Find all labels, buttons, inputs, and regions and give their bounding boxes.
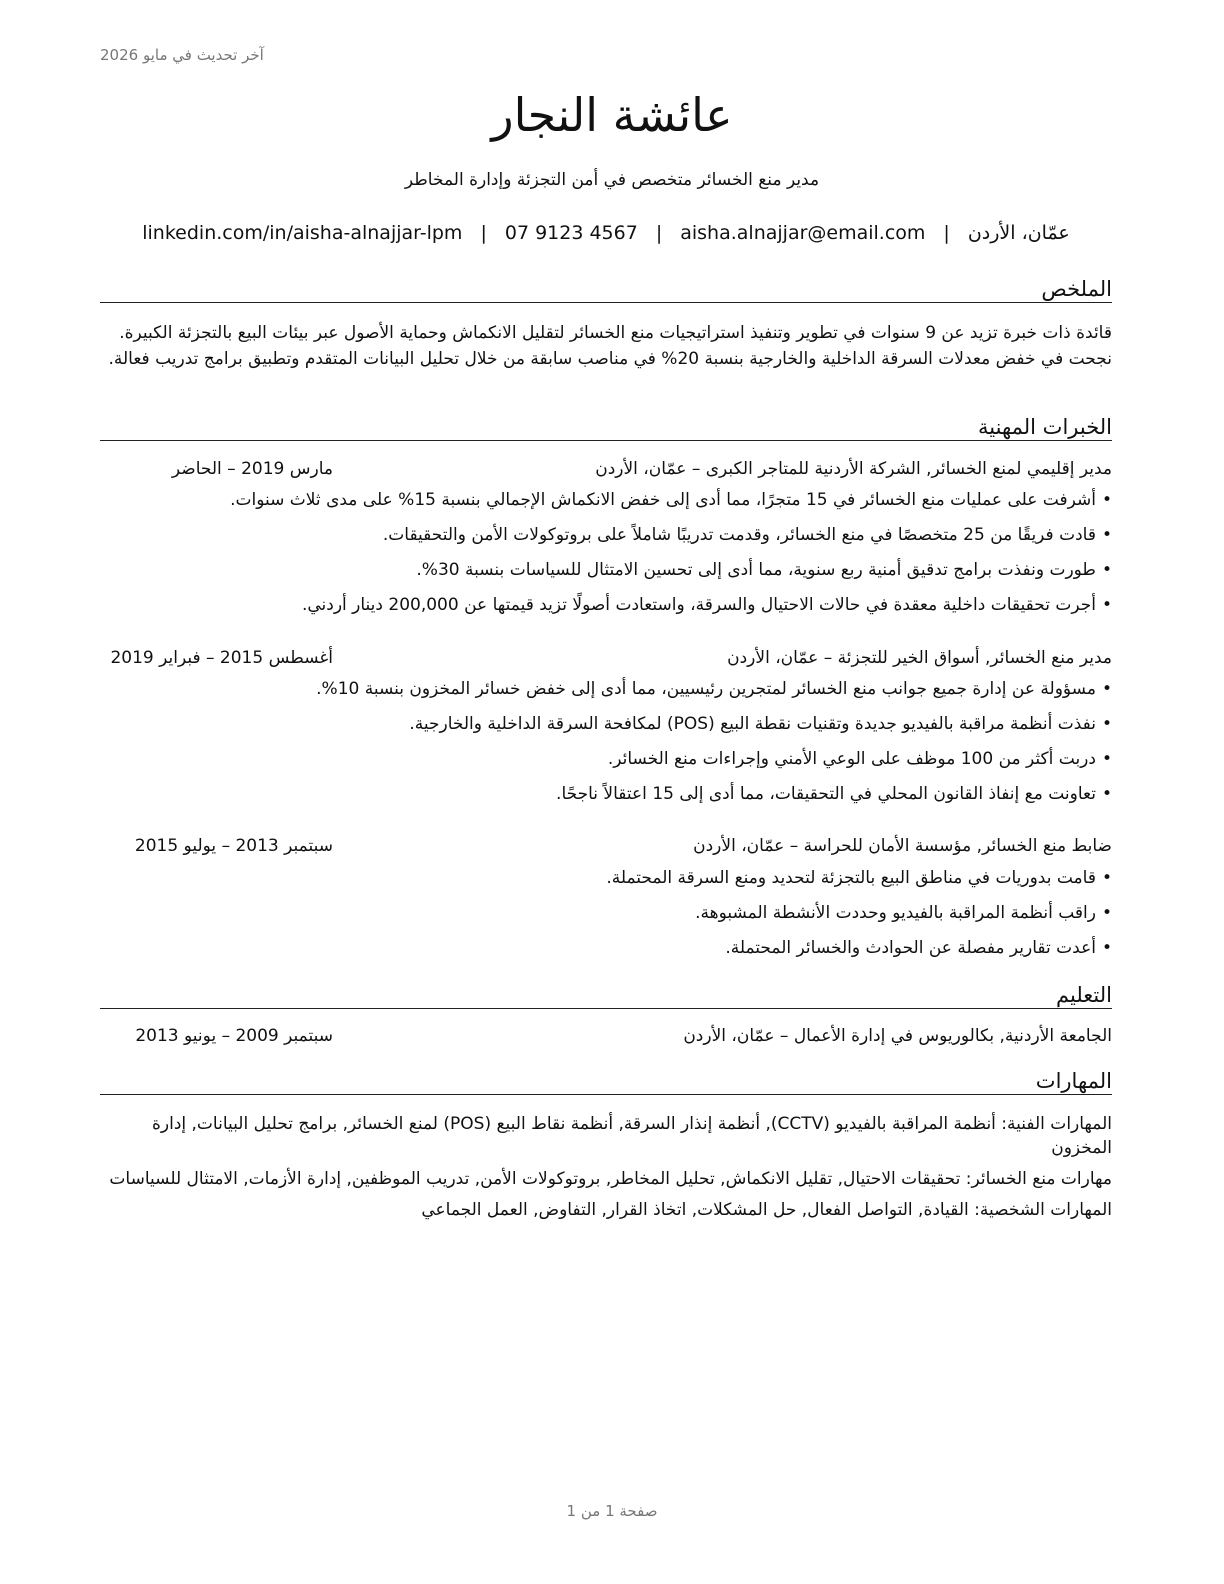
summary-heading: الملخص	[100, 277, 1112, 303]
list-item: •دربت أكثر من 100 موظف على الوعي الأمني وإجراءات منع الخسائر.	[607, 749, 1112, 769]
bullet-icon: •	[1101, 490, 1112, 510]
skills-loss-prevention: مهارات منع الخسائر: تحقيقات الاحتيال, تقليل الانكماش, تحليل المخاطر, بروتوكولات الأمن, تدريب الموظفين, إدارة الأزمات, الامتثال للسياسات	[109, 1169, 1112, 1189]
skills-soft: المهارات الشخصية: القيادة, التواصل الفعال, حل المشكلات, اتخاذ القرار, التفاوض, العمل الجماعي	[421, 1200, 1112, 1220]
list-item: •أعدت تقارير مفصلة عن الحوادث والخسائر المحتملة.	[725, 938, 1112, 958]
page-number: صفحة 1 من 1	[566, 1502, 658, 1520]
contact-location: عمّان، الأردن	[967, 222, 1070, 244]
bullet-icon: •	[1101, 560, 1112, 580]
list-item: •قامت بدوريات في مناطق البيع بالتجزئة لتحديد ومنع السرقة المحتملة.	[606, 868, 1112, 888]
bullet-icon: •	[1101, 784, 1112, 804]
job-dates: سبتمبر 2013 – يوليو 2015	[134, 836, 333, 856]
last-updated-note: آخر تحديث في مايو 2026	[100, 46, 264, 64]
bullet-icon: •	[1101, 525, 1112, 545]
contact-email[interactable]: aisha.alnajjar@email.com	[680, 222, 926, 244]
candidate-title: مدير منع الخسائر متخصص في أمن التجزئة وإدارة المخاطر	[404, 170, 820, 190]
contact-line	[100, 222, 1112, 244]
list-item: •راقب أنظمة المراقبة بالفيديو وحددت الأنشطة المشبوهة.	[695, 903, 1112, 923]
job-bullets	[100, 676, 1112, 816]
summary-text: قائدة ذات خبرة تزيد عن 9 سنوات في تطوير وتنفيذ استراتيجيات منع الخسائر لتقليل الانكماش وحماية الأصول عبر بيئات البيع بالتجزئة الكبيرة. نجحت في خفض معدلات السرقة الداخلية والخارجية بنسبة 20% في مناصب سابقة من خلال تحليل البيانات المتقدم وتطبيق برامج تدريب فعالة.	[108, 323, 1112, 369]
skills-heading: المهارات	[100, 1069, 1112, 1095]
list-item: •طورت ونفذت برامج تدقيق أمنية ربع سنوية، مما أدى إلى تحسين الامتثال للسياسات بنسبة 30%.	[416, 560, 1112, 580]
contact-separator: |	[480, 222, 487, 244]
bullet-icon: •	[1101, 903, 1112, 923]
list-item: •أشرفت على عمليات منع الخسائر في 15 متجرًا، مما أدى إلى خفض الانكماش الإجمالي بنسبة 15% على مدى ثلاث سنوات.	[230, 490, 1112, 510]
bullet-icon: •	[1101, 938, 1112, 958]
bullet-icon: •	[1101, 868, 1112, 888]
education-dates: سبتمبر 2009 – يونيو 2013	[135, 1026, 333, 1046]
candidate-name: عائشة النجار	[491, 88, 733, 142]
experience-heading: الخبرات المهنية	[100, 415, 1112, 441]
skills-technical: المهارات الفنية: أنظمة المراقبة بالفيديو (CCTV), أنظمة إنذار السرقة, أنظمة نقاط البيع (POS) لمنع الخسائر, برامج تحليل البيانات, إدارة المخزون	[151, 1114, 1112, 1158]
job-bullets	[100, 487, 1112, 627]
contact-separator: |	[655, 222, 663, 244]
job-role: مدير منع الخسائر, أسواق الخير للتجزئة – عمّان، الأردن	[727, 648, 1112, 668]
contact-linkedin[interactable]: linkedin.com/in/aisha-alnajjar-lpm	[142, 222, 463, 244]
bullet-icon: •	[1101, 595, 1112, 615]
job-dates: مارس 2019 – الحاضر	[171, 459, 333, 479]
education-heading: التعليم	[100, 983, 1112, 1009]
skills-list	[100, 1112, 1112, 1229]
bullet-icon: •	[1101, 714, 1112, 734]
job-dates: أغسطس 2015 – فبراير 2019	[110, 648, 333, 668]
contact-separator: |	[943, 222, 950, 244]
list-item: •تعاونت مع إنفاذ القانون المحلي في التحقيقات، مما أدى إلى 15 اعتقالاً ناجحًا.	[556, 784, 1112, 804]
bullet-icon: •	[1101, 749, 1112, 769]
list-item: •مسؤولة عن إدارة جميع جوانب منع الخسائر لمتجرين رئيسيين، مما أدى إلى خفض خسائر المخزون بنسبة 10%.	[316, 679, 1112, 699]
job-bullets	[100, 865, 1112, 970]
list-item: •قادت فريقًا من 25 متخصصًا في منع الخسائر، وقدمت تدريبًا شاملاً على بروتوكولات الأمن والتحقيقات.	[382, 525, 1112, 545]
list-item: •أجرت تحقيقات داخلية معقدة في حالات الاحتيال والسرقة، واستعادت أصولًا تزيد قيمتها عن 200,000 دينار أردني.	[301, 595, 1112, 615]
job-role: مدير إقليمي لمنع الخسائر, الشركة الأردنية للمتاجر الكبرى – عمّان، الأردن	[595, 459, 1112, 479]
list-item: •نفذت أنظمة مراقبة بالفيديو جديدة وتقنيات نقطة البيع (POS) لمكافحة السرقة الداخلية والخارجية.	[409, 714, 1112, 734]
bullet-icon: •	[1101, 679, 1112, 699]
contact-phone: 07 9123 4567	[504, 222, 638, 244]
education-degree: الجامعة الأردنية, بكالوريوس في إدارة الأعمال – عمّان، الأردن	[683, 1026, 1112, 1046]
job-role: ضابط منع الخسائر, مؤسسة الأمان للحراسة – عمّان، الأردن	[693, 836, 1112, 856]
